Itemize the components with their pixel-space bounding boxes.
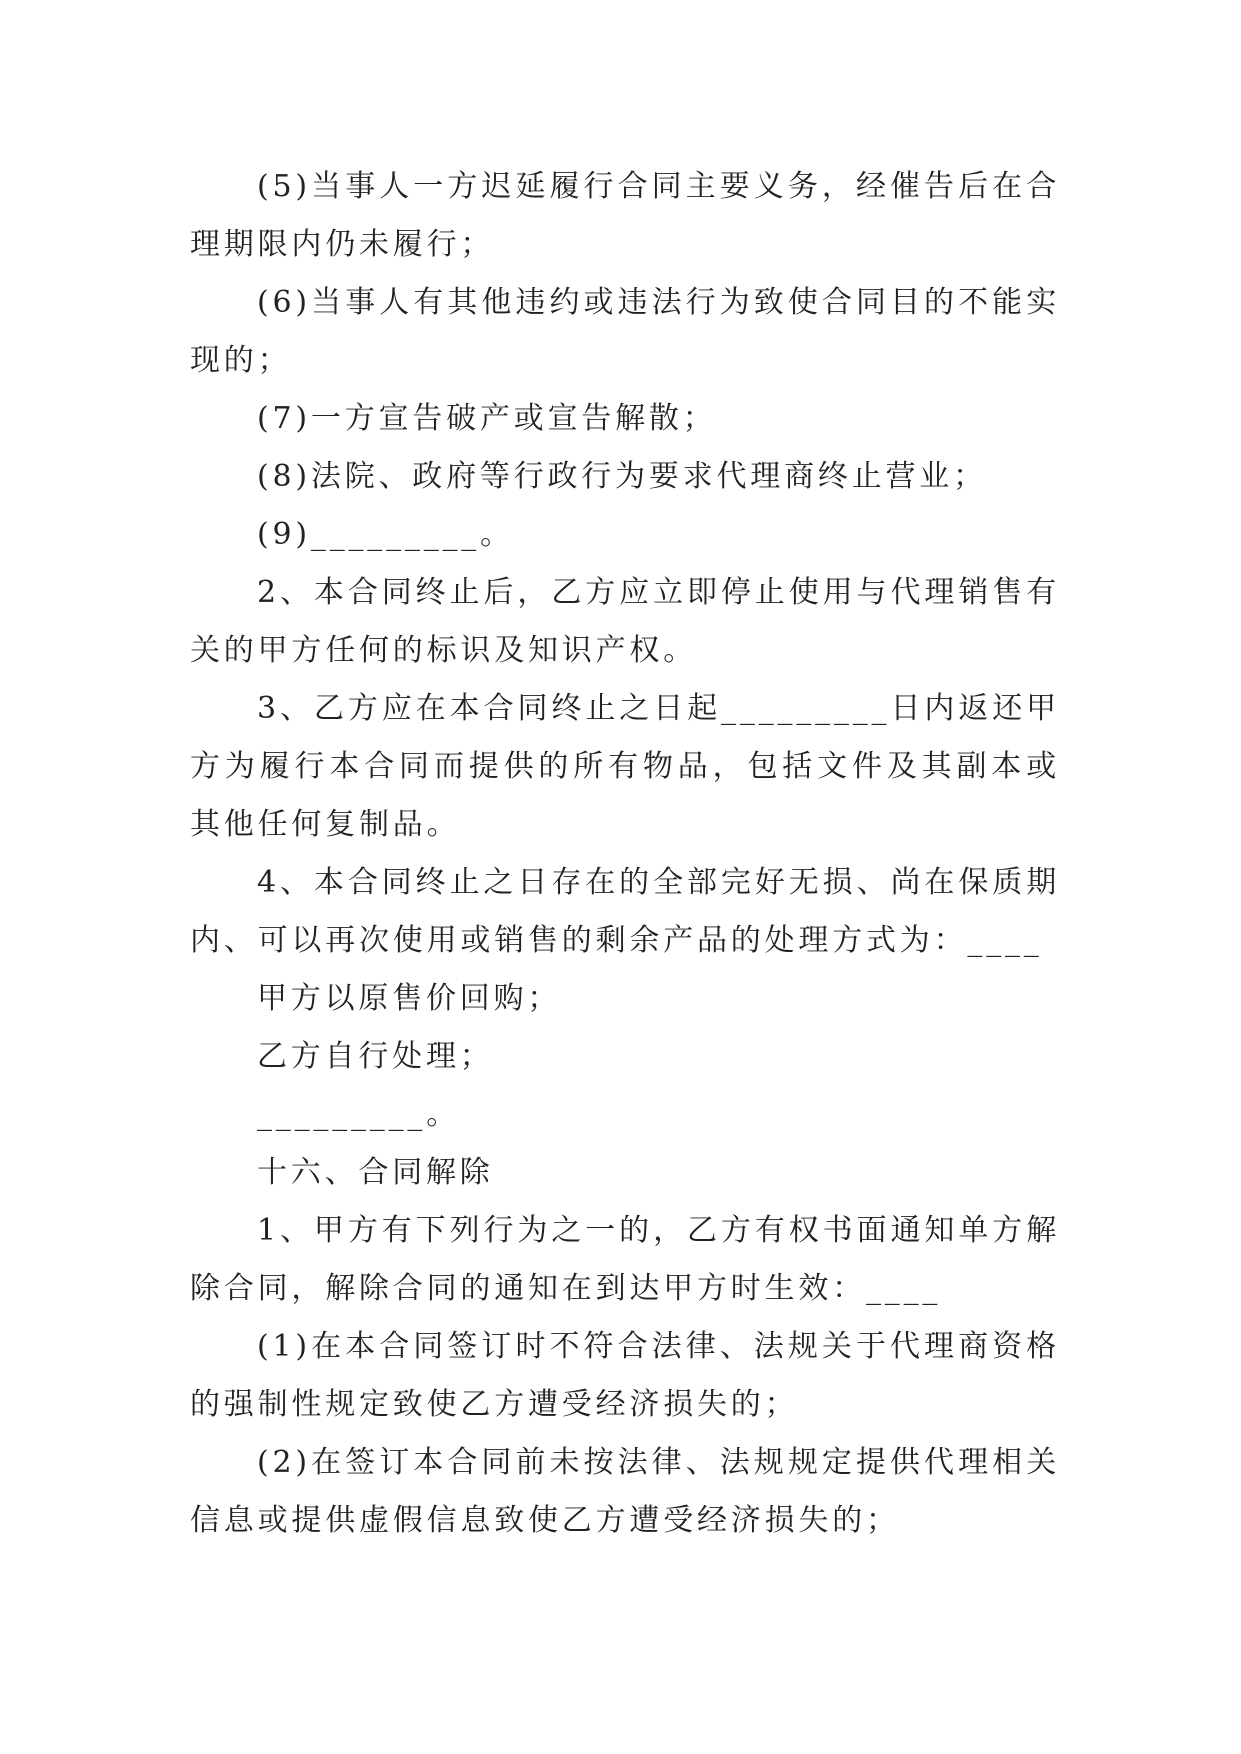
clause-6-other-breach: (6)当事人有其他违约或违法行为致使合同目的不能实现的； [190, 285, 1060, 378]
section-heading-contract-termination: 十六、合同解除 [257, 1155, 494, 1190]
clause-3-return-items: 3、乙方应在本合同终止之日起_________日内返还甲方为履行本合同而提供的所有物品，包括文件及其副本或其他任何复制品。 [190, 691, 1060, 842]
clause-1-termination-right: 1、甲方有下列行为之一的，乙方有权书面通知单方解除合同，解除合同的通知在到达甲方时生效：____ [190, 1213, 1060, 1306]
clause-2-stop-using-marks: 2、本合同终止后，乙方应立即停止使用与代理销售有关的甲方任何的标识及知识产权。 [190, 575, 1060, 668]
option-repurchase: 甲方以原售价回购； [257, 981, 562, 1016]
option-self-handle: 乙方自行处理； [257, 1039, 494, 1074]
clause-1-qualification: (1)在本合同签订时不符合法律、法规关于代理商资格的强制性规定致使乙方遭受经济损失的； [190, 1329, 1060, 1422]
clause-4-remaining-products: 4、本合同终止之日存在的全部完好无损、尚在保质期内、可以再次使用或销售的剩余产品的处理方式为：____ [190, 865, 1060, 958]
clause-8-government-order: (8)法院、政府等行政行为要求代理商终止营业； [257, 459, 987, 494]
document-body [190, 158, 1060, 1550]
clause-2-false-information: (2)在签订本合同前未按法律、法规规定提供代理相关信息或提供虚假信息致使乙方遭受经济损失的； [190, 1445, 1060, 1538]
clause-9-blank: (9)_________。 [257, 517, 514, 552]
clause-7-bankruptcy: (7)一方宣告破产或宣告解散； [257, 401, 717, 436]
option-blank: _________。 [257, 1097, 460, 1132]
clause-5-delay-performance: (5)当事人一方迟延履行合同主要义务，经催告后在合理期限内仍未履行； [190, 169, 1060, 262]
